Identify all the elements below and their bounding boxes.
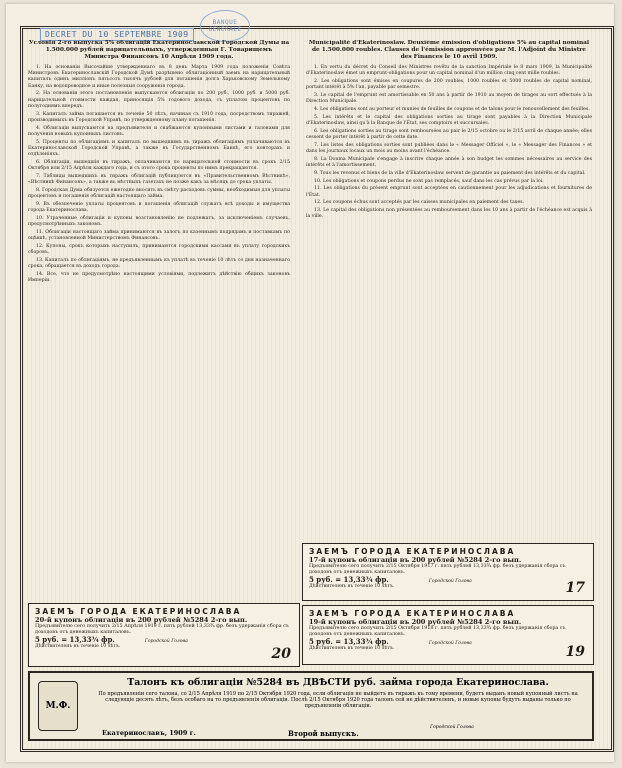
russian-terms-column <box>28 40 290 636</box>
coupon-amount: 5 руб. = 13,33¾ фр. <box>309 575 389 585</box>
ministry-emblem-icon: М.Ф. <box>38 681 78 731</box>
french-terms-heading: Municipalité d'Ekaterinoslaw. Deuxième émission d'obligations 5% au capital nominal de 1.500.000 roubles. Clauses de l'émission approuvées par M. l'Adjoint du Ministre des Finances le 10 avril 1909. <box>308 40 590 60</box>
coupon-validity: Дѣйствителенъ въ теченіе 10 лѣтъ. <box>309 646 395 652</box>
coupon-amount: 5 руб. = 13,33¾ фр. <box>35 635 115 645</box>
terms-paragraph: 7. Таблицы вышедшихъ въ тиражъ облигацій публикуются въ «Правительственномъ Вѣстникѣ», «Вѣстникѣ Финансовъ», а также въ мѣстныхъ газетахъ не позже какъ за мѣсяцъ до срока уплаты. <box>28 173 290 186</box>
coupon-signature: Городской Голова <box>144 639 188 645</box>
russian-terms-paragraphs <box>28 65 290 284</box>
terms-paragraph: 2. Les obligations sont émises en coupures de 200 roubles, 1000 roubles et 5000 roubles de capital nominal, portant intérêt à 5% l'an, payable par semestre. <box>306 79 592 91</box>
terms-paragraph: 8. La Douma Municipale s'engage à inscrire chaque année à son budget les sommes nécessaires au service des intérêts et à l'amortissement. <box>306 156 592 168</box>
terms-paragraph: 3. Le capital de l'emprunt est amortissable en 50 ans à partir de 1910 au moyen de tirages au sort effectués à la Direction Municipale. <box>306 93 592 105</box>
coupon-validity: Дѣйствителенъ въ теченіе 10 лѣтъ. <box>309 584 395 590</box>
russian-terms-heading: Условія 2-го выпуска 5% облигацій Екатеринославской Городской Думы на 1.500.000 рублей нарицательныхъ, утвержденныя Г. Товарищемъ Министра Финансовъ 10 Апрѣля 1909 года. <box>28 40 290 60</box>
terms-paragraph: 13. Капиталъ по облигаціямъ, не предъявленнымъ къ уплатѣ въ теченіе 10 лѣтъ со дня назначеннаго срока, обращается въ доходъ города. <box>28 257 290 270</box>
coupon-number: 17 <box>565 580 585 596</box>
terms-paragraph: 5. Les intérêts et le capital des obligations sorties au tirage sont payables à la Direction Municipale d'Ekaterinoslaw, ainsi qu'à la Banque de l'État, ses comptoirs et succursales. <box>306 114 592 126</box>
coupon-number: 20 <box>271 646 291 662</box>
talon-issue: Второй выпускъ. <box>288 729 359 738</box>
french-terms-paragraphs <box>306 65 592 221</box>
terms-paragraph: 10. Утраченные облигаціи и купоны возстановленію не подлежатъ, за исключеніемъ случаевъ, предусмотрѣнныхъ закономъ. <box>28 215 290 228</box>
terms-paragraph: 1. En vertu du décret du Conseil des Ministres revêtu de la sanction Impériale le 8 mars 1909, la Municipalité d'Ekaterinoslaw émet un emprunt-obligations pour un capital nominal d'un million cinq cent mille roubles. <box>306 65 592 77</box>
terms-paragraph: 6. Les obligations sorties au tirage sont remboursées au pair le 2/15 octobre ou le 2/15 avril de chaque année; elles cessent de porter intérêt à partir de cette date. <box>306 128 592 140</box>
coupon-19[interactable] <box>302 605 594 665</box>
terms-paragraph: 8. Городская Дума обязуется ежегодно вносить въ смѣту расходовъ суммы, необходимыя для уплаты процентовъ и погашенія облигацій настоящаго займа. <box>28 187 290 200</box>
terms-paragraph: 4. Облигаціи выпускаются на предъявителя и снабжаются купонными листами и талонами для полученія новыхъ купонныхъ листовъ. <box>28 125 290 137</box>
terms-paragraph: 7. Les listes des obligations sorties sont publiées dans le « Messager Officiel », le « Messager des Finances » et dans les journaux locaux un mois au moins avant l'échéance. <box>306 142 592 154</box>
terms-paragraph: 9. Въ обезпеченіе уплаты процентовъ и погашенія облигацій служатъ всѣ доходы и имущества города Екатеринослава. <box>28 201 290 214</box>
coupon-title: ЗАЕМЪ ГОРОДА ЕКАТЕРИНОСЛАВА <box>309 609 516 618</box>
coupon-signature: Городской Голова <box>428 641 472 647</box>
coupon-title: ЗАЕМЪ ГОРОДА ЕКАТЕРИНОСЛАВА <box>309 547 516 556</box>
coupon-line: 19-й купонъ облигаціи въ 200 рублей №5284 2-го вып. <box>309 618 522 626</box>
terms-paragraph: 12. Les coupons échus sont acceptés par les caisses municipales en paiement des taxes. <box>314 200 525 206</box>
terms-paragraph: 9. Tous les revenus et biens de la ville d'Ekaterinoslaw servent de garantie au paiement des intérêts et du capital. <box>314 170 586 176</box>
coupon-line: 20-й купонъ облигаціи въ 200 рублей №5284 2-го вып. <box>35 616 248 624</box>
talon-body: По предъявленіи сего талона, со 2/15 Апрѣля 1919 по 2/15 Октября 1920 года, если облигація не выйдетъ въ тиражъ къ тому времени, будетъ выданъ новый купонный листъ на следующіе десять лѣтъ, безъ особаго на то предъявленія облигаціи. Послѣ 2/15 Октября 1920 года талонъ сей не дѣйствителенъ, и новые купоны будутъ выданы только по предъявленіи облигаціи. <box>98 691 578 710</box>
talon-title: Талонъ къ облигаціи №5284 въ ДВѢСТИ руб. займа города Екатеринослава. <box>127 677 549 688</box>
decree-stamp: DECRET DU 10 SEPTEMBRE 1909 <box>40 28 194 41</box>
terms-paragraph: 12. Купоны, срокъ которыхъ наступилъ, принимаются городскими кассами въ уплату городскихъ сборовъ. <box>28 243 290 256</box>
talon-city-year: Екатеринославъ, 1909 г. <box>102 729 196 737</box>
coupon-amount: 5 руб. = 13,33¾ фр. <box>309 637 389 647</box>
terms-paragraph: 6. Облигаціи, вышедшія въ тиражъ, оплачиваются по нарицательной стоимости въ срокъ 2/15 Октября или 2/15 Апрѣля каждаго года, и съ этого срока проценты по нимъ прекращаются. <box>28 159 290 172</box>
terms-paragraph: 1. На основаніи Высочайше утвержденнаго въ 8 день Марта 1909 года положенія Совѣта Министровъ Екатеринославскій Городской Думѣ разрѣшено облигаціонный заемъ на нарицательный капиталъ одинъ милліонъ пятьсотъ тысячъ рублей для погашенія долга Харьковскому Земельному Банку, на водопроводное и иные полезныя сооруженія города. <box>28 65 290 89</box>
coupon-text: Предъявителю сего получить 2/15 Апрѣля 1919 г. пять рублей 13,33¾ фр. безъ удержанія сбора съ доходовъ отъ денежныхъ капиталовъ. <box>35 624 289 635</box>
terms-paragraph: 5. Проценты по облигаціямъ и капиталъ по вышедшимъ въ тиражъ облигаціямъ уплачиваются въ Екатеринославской Городской Управѣ, а также въ Государственномъ Банкѣ, его конторахъ и отдѣленіяхъ. <box>28 139 290 158</box>
french-terms-column <box>306 40 592 540</box>
terms-paragraph: 4. Les obligations sont au porteur et munies de feuilles de coupons et de talons pour le renouvellement des feuilles. <box>314 107 590 112</box>
terms-paragraph: 10. Les obligations et coupons perdus ne sont pas remplacés, sauf dans les cas prévus par la loi. <box>314 178 544 184</box>
terms-paragraph: 14. Все, что не предусмотрѣно настоящими условіями, подлежитъ дѣйствію общихъ законовъ Имперіи. <box>28 271 290 284</box>
coupon-text: Предъявителю сего получить 2/15 Октября 1918 г. пять рублей 13,33¾ фр. безъ удержанія сбора съ доходовъ отъ денежныхъ капиталовъ. <box>309 626 566 637</box>
coupon-title: ЗАЕМЪ ГОРОДА ЕКАТЕРИНОСЛАВА <box>35 607 242 616</box>
coupon-validity: Дѣйствителенъ въ теченіе 10 лѣтъ. <box>35 644 121 650</box>
bank-round-stamp: BANQUE GÉNÉRALE <box>200 10 250 42</box>
terms-paragraph: 3. Капиталъ займа погашается въ теченіе 50 лѣтъ, начиная съ 1910 года, посредствомъ тиражей, производимыхъ въ Городской Управѣ, по утвержденному плану погашенія. <box>28 111 290 123</box>
terms-paragraph: 13. Le capital des obligations non présentées au remboursement dans les 10 ans à partir de l'échéance est acquis à la ville. <box>306 208 592 220</box>
coupon-20[interactable] <box>28 603 300 667</box>
talon-signature: Городской Голова <box>430 725 474 730</box>
coupon-17[interactable] <box>302 543 594 601</box>
coupon-line: 17-й купонъ облигаціи въ 200 рублей №5284 2-го вып. <box>309 556 522 564</box>
coupon-text: Предъявителю сего получить 2/15 Октября 1917 г. пять рублей 13,33¾ фр. безъ удержанія сбора съ доходовъ отъ денежныхъ капиталовъ. <box>309 564 566 575</box>
renewal-talon[interactable] <box>28 671 594 741</box>
terms-paragraph: 11. Облигаціи настоящаго займа принимаются въ залогъ по казеннымъ подрядамъ и поставкамъ по оцѣнкѣ, установленной Министерствомъ Финансовъ. <box>28 229 290 242</box>
coupon-number: 19 <box>565 644 585 660</box>
terms-paragraph: 2. На основаніи этого постановленія выпускаются облигаціи по 200 руб., 1000 руб. и 5000 руб. нарицательной стоимости каждая, приносящія 5% годового дохода, съ уплатою процентовъ по полугодиямъ впередъ. <box>28 91 290 109</box>
coupon-signature: Городской Голова <box>428 579 472 585</box>
terms-paragraph: 11. Les obligations du présent emprunt sont acceptées en cautionnement pour les adjudications et fournitures de l'État. <box>306 186 592 198</box>
